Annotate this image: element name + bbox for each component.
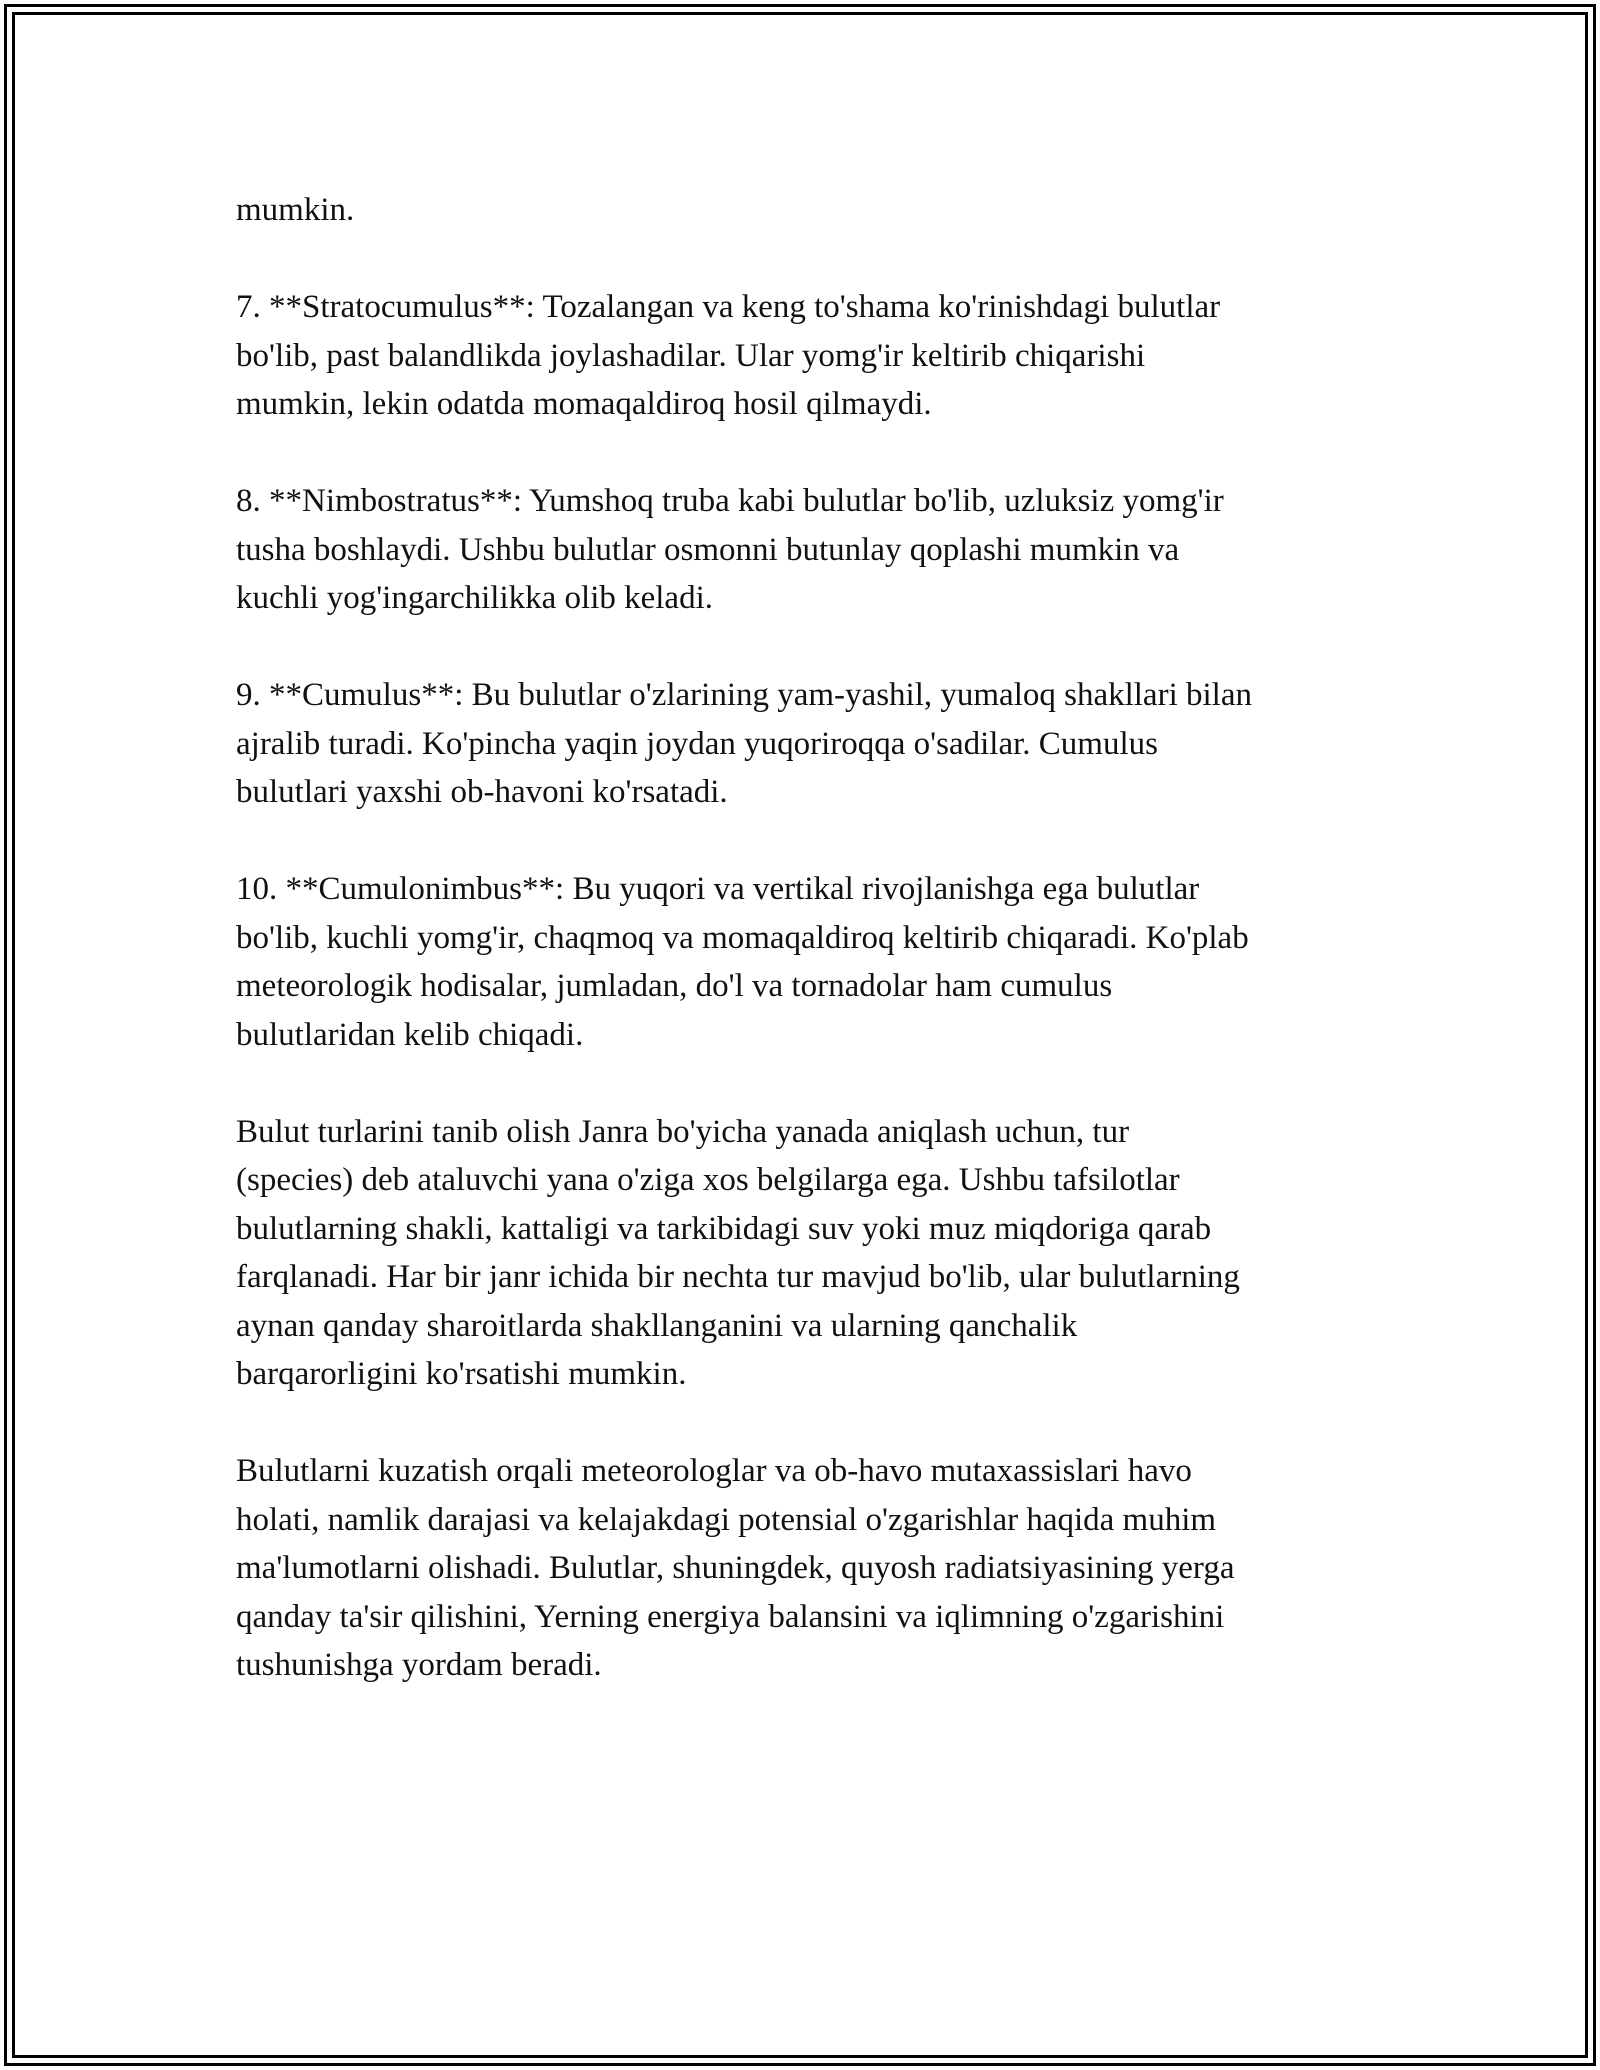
paragraph-cumulonimbus: 10. **Cumulonimbus**: Bu yuqori va vertikal rivojlanishga ega bulutlar bo'lib, kuchli yomg'ir, chaqmoq va momaqaldiroq keltirib chiqaradi. Ko'plab meteorologik hodisalar, jumladan, do'l va tornadolar ham cumulus bulutlaridan kelib chiqadi. [236, 871, 1249, 1053]
document-body [236, 186, 1386, 1690]
paragraph-continuation: mumkin. [236, 192, 355, 228]
paragraph-nimbostratus: 8. **Nimbostratus**: Yumshoq truba kabi bulutlar bo'lib, uzluksiz yomg'ir tusha boshlaydi. Ushbu bulutlar osmonni butunlay qoplashi mumkin va kuchli yog'ingarchilikka olib keladi. [236, 483, 1224, 616]
paragraph-observation: Bulutlarni kuzatish orqali meteorologlar va ob-havo mutaxassislari havo holati, namlik darajasi va kelajakdagi potensial o'zgarishlar haqida muhim ma'lumotlarni olishadi. Bulutlar, shuningdek, quyosh radiatsiyasining yerga qanday ta'sir qilishini, Yerning energiya balansini va iqlimning o'zgarishini tushunishga yordam beradi. [236, 1453, 1235, 1683]
paragraph-stratocumulus: 7. **Stratocumulus**: Tozalangan va keng to'shama ko'rinishdagi bulutlar bo'lib, past balandlikda joylashadilar. Ular yomg'ir keltirib chiqarishi mumkin, lekin odatda momaqaldiroq hosil qilmaydi. [236, 289, 1221, 422]
paragraph-cumulus: 9. **Cumulus**: Bu bulutlar o'zlarining yam-yashil, yumaloq shakllari bilan ajralib turadi. Ko'pincha yaqin joydan yuqoriroqqa o'sadilar. Cumulus bulutlari yaxshi ob-havoni ko'rsatadi. [236, 677, 1252, 810]
paragraph-species: Bulut turlarini tanib olish Janra bo'yicha yanada aniqlash uchun, tur (species) deb ataluvchi yana o'ziga xos belgilarga ega. Ushbu tafsilotlar bulutlarning shakli, kattaligi va tarkibidagi suv yoki muz miqdoriga qarab farqlanadi. Har bir janr ichida bir nechta tur mavjud bo'lib, ular bulutlarning aynan qanday sharoitlarda shakllanganini va ularning qanchalik barqarorligini ko'rsatishi mumkin. [236, 1113, 1240, 1392]
